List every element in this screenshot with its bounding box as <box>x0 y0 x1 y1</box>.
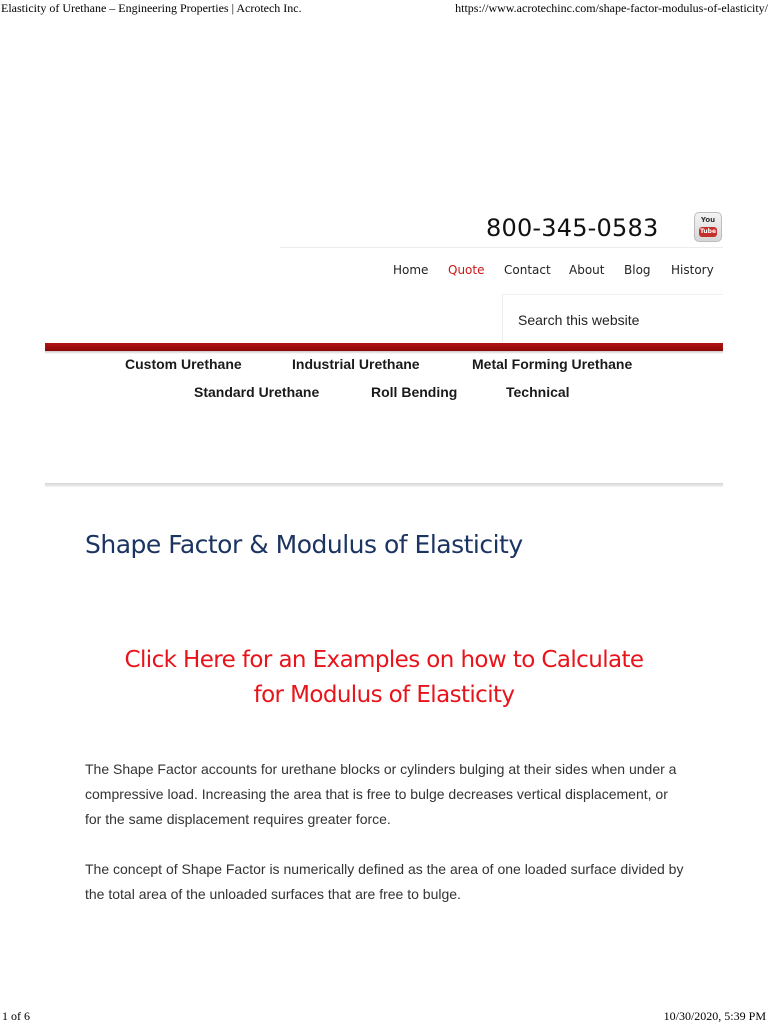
youtube-icon-tube: Tube <box>699 228 717 235</box>
print-datetime: 10/30/2020, 5:39 PM <box>663 1009 766 1023</box>
youtube-icon-you: You <box>700 216 716 224</box>
print-header <box>0 1 768 17</box>
search-placeholder: Search this website <box>518 312 640 328</box>
menu-technical[interactable]: Technical <box>498 384 578 400</box>
menu-metal-forming-urethane[interactable]: Metal Forming Urethane <box>464 356 640 372</box>
youtube-icon[interactable] <box>694 212 722 242</box>
menu-standard-urethane[interactable]: Standard Urethane <box>186 384 327 400</box>
nav-about[interactable]: About <box>569 263 605 277</box>
print-page-number: 1 of 6 <box>2 1009 30 1023</box>
header-divider <box>280 247 723 248</box>
search-input[interactable] <box>502 294 723 342</box>
main-menu-bar-shadow <box>45 351 723 354</box>
examples-link-line2[interactable]: for Modulus of Elasticity <box>253 682 515 708</box>
page-title: Shape Factor & Modulus of Elasticity <box>85 530 523 559</box>
menu-industrial-urethane[interactable]: Industrial Urethane <box>284 356 428 372</box>
nav-contact[interactable]: Contact <box>504 263 551 277</box>
section-divider <box>45 483 723 487</box>
print-footer <box>0 1009 768 1023</box>
nav-history[interactable]: History <box>671 263 714 277</box>
paragraph-shape-factor: The Shape Factor accounts for urethane blocks or cylinders bulging at their sides when under a compressive load. Increasing the area that is free to bulge decreases vertical displacement, or for the same displacement requires greater force. <box>85 761 677 827</box>
phone-number[interactable]: 800-345-0583 <box>486 214 659 242</box>
examples-link[interactable]: Click Here for an Examples on how to Calculate <box>124 647 644 673</box>
main-menu-bar <box>45 343 723 351</box>
print-page-title: Elasticity of Urethane – Engineering Properties | Acrotech Inc. <box>1 1 302 15</box>
paragraph-shape-factor-definition: The concept of Shape Factor is numerically defined as the area of one loaded surface divided by the total area of the unloaded surfaces that are free to bulge. <box>85 861 684 902</box>
nav-blog[interactable]: Blog <box>624 263 651 277</box>
nav-quote[interactable]: Quote <box>448 263 485 277</box>
nav-home[interactable]: Home <box>393 263 429 277</box>
menu-roll-bending[interactable]: Roll Bending <box>363 384 465 400</box>
menu-custom-urethane[interactable]: Custom Urethane <box>117 356 250 372</box>
top-navigation <box>0 263 768 281</box>
print-page-url: https://www.acrotechinc.com/shape-factor-modulus-of-elasticity/ <box>455 1 768 15</box>
